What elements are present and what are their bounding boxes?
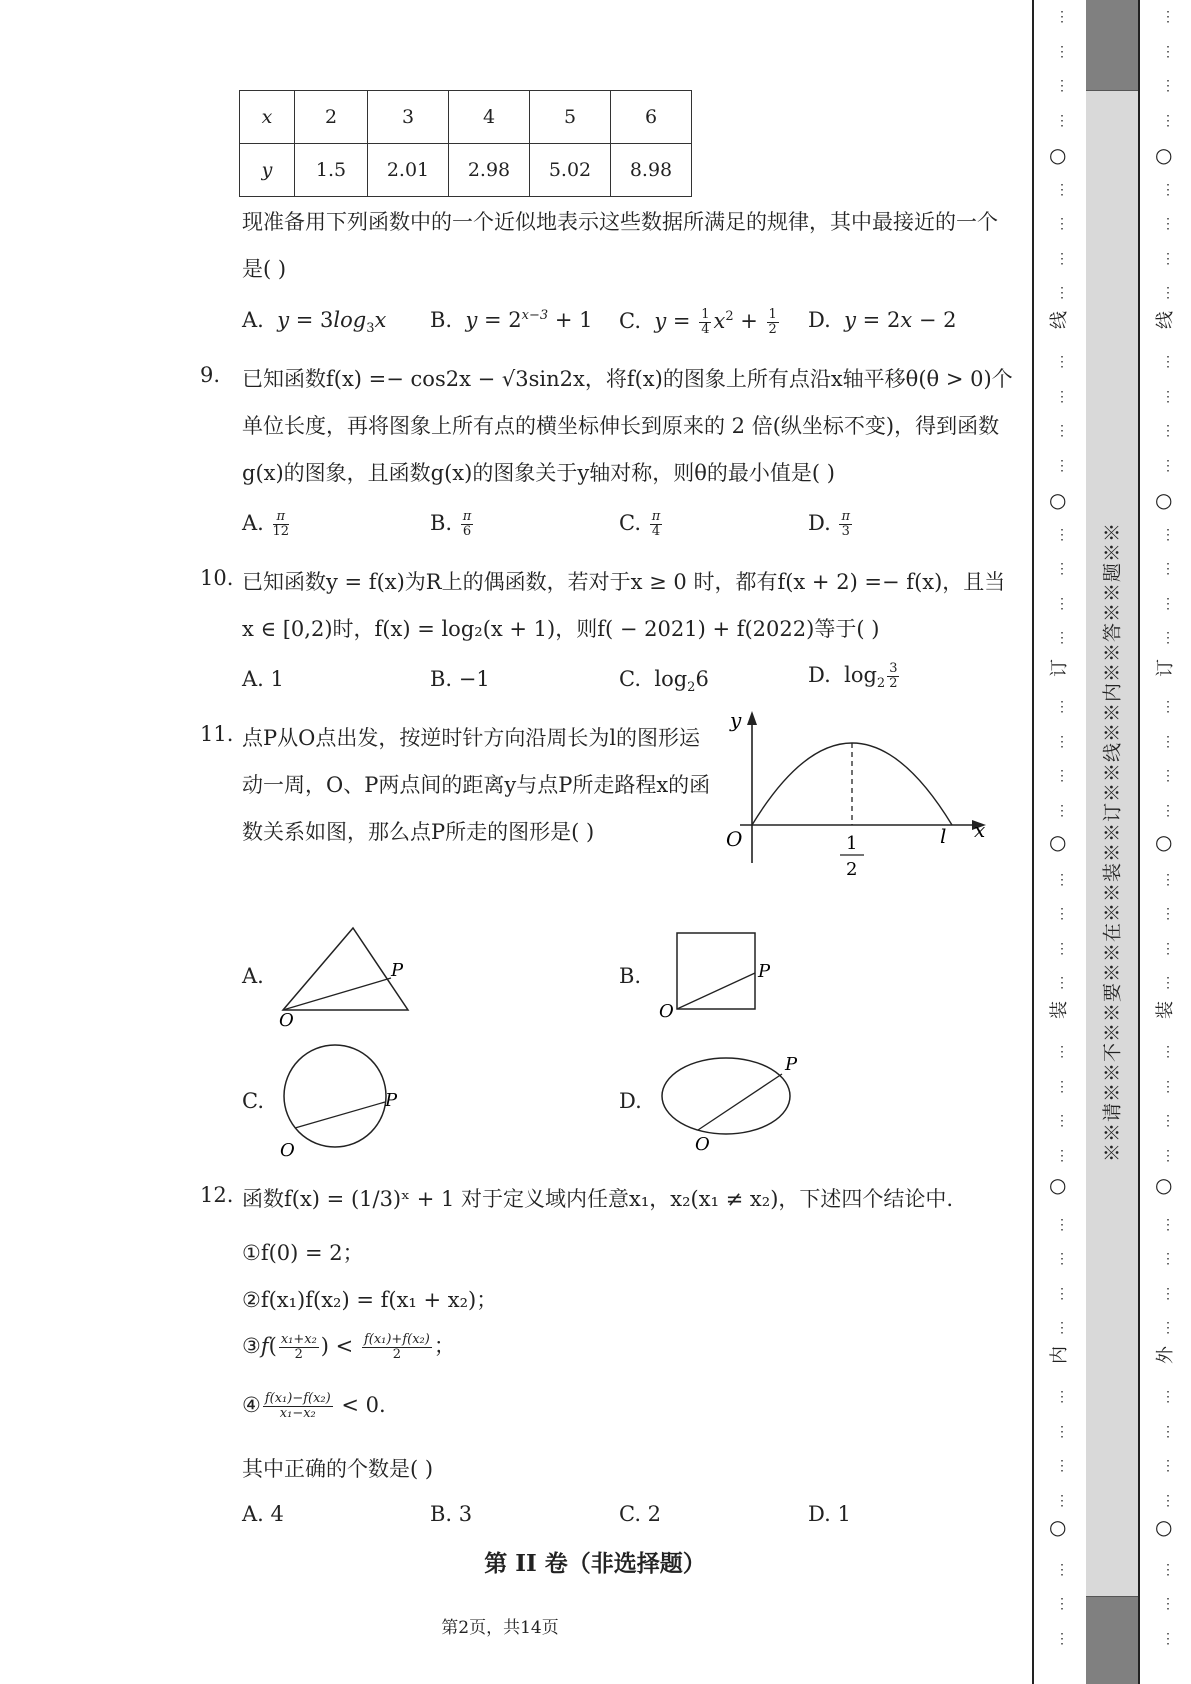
binding-dots-icon: ⋮: [1161, 1147, 1175, 1164]
binding-dots-icon: ⋮: [1055, 940, 1069, 957]
binding-dots-icon: ⋮: [1161, 975, 1175, 991]
table-cell: 6: [611, 91, 692, 144]
binding-dots-icon: ⋮: [1055, 1492, 1069, 1509]
page-footer: 第2页，共14页: [441, 1618, 559, 1638]
binding-dots-icon: ⋮: [1161, 561, 1175, 577]
q11-option-a-label[interactable]: A.: [242, 964, 264, 988]
binding-dots-icon: ⋮: [1161, 1596, 1175, 1612]
binding-dots-icon: ⋮: [1161, 699, 1175, 715]
option-letter: D.: [808, 663, 831, 687]
binding-dots-icon: ⋮: [1055, 1423, 1069, 1440]
binding-dots-icon: ⋮: [1055, 1389, 1069, 1405]
binding-dots-icon: ⋮: [1161, 181, 1175, 198]
binding-dots-icon: ⋮: [1161, 1423, 1175, 1440]
binding-dots-icon: ⋮: [1161, 457, 1175, 474]
binding-dots-icon: ⋮: [1161, 1630, 1175, 1647]
binding-dots-icon: ⋮: [1161, 1216, 1175, 1233]
table-cell: 5.02: [530, 144, 611, 197]
table-cell: 2: [295, 91, 368, 144]
binding-dots-icon: ⋮: [1161, 630, 1175, 646]
q10-line2: x ∈ [0,2)时，f(x) = log₂(x + 1)，则f( − 2021) + f(2022)等于( ): [242, 617, 880, 641]
binding-dots-icon: ⋮: [1161, 1044, 1175, 1060]
option-letter: C.: [619, 667, 641, 691]
table-row: [240, 91, 692, 144]
binding-dots-icon: ⋮: [1055, 112, 1069, 129]
q11-line3: 数关系如图，那么点P所走的图形是( ): [242, 820, 595, 844]
binding-dots-icon: ⋮: [1161, 388, 1175, 405]
q9-line3: g(x)的图象，且函数g(x)的图象关于y轴对称，则θ的最小值是( ): [242, 461, 835, 485]
data-table: [239, 90, 692, 197]
half-numerator: 1: [846, 833, 858, 854]
inner-label-zhuang: 装: [1049, 1001, 1070, 1019]
binding-dots-icon: ⋮: [1055, 423, 1069, 439]
q12-option-a[interactable]: A. 4: [242, 1502, 284, 1526]
outer-label-xian: 线: [1155, 311, 1176, 329]
binding-dots-icon: ⋮: [1161, 1078, 1175, 1095]
option-letter: B.: [430, 511, 453, 535]
binding-dots-icon: ⋮: [1055, 699, 1069, 715]
fig-p-label: P: [391, 960, 404, 981]
q10-option-b[interactable]: B. −1: [430, 667, 490, 691]
binding-circle-icon: ○: [1049, 830, 1067, 854]
distance-graph: [700, 705, 1000, 890]
fig-o-label: O: [695, 1134, 710, 1155]
binding-dots-icon: ⋮: [1055, 1458, 1069, 1474]
q9-option-d[interactable]: D. $\frac{\pi}{3}$: [808, 509, 850, 539]
inner-label-xian: 线: [1049, 311, 1070, 329]
table-cell: 2.98: [449, 144, 530, 197]
binding-dots-icon: ⋮: [1161, 802, 1175, 819]
q10-option-d[interactable]: D. $\log_2$ $\frac{3}{2}$: [808, 661, 898, 692]
option-letter: D.: [808, 308, 831, 332]
q9-number: 9.: [200, 363, 221, 387]
binding-dots-icon: ⋮: [1055, 595, 1069, 612]
fig-p-label: P: [785, 1054, 798, 1075]
inner-label-ding: 订: [1049, 659, 1070, 677]
half-denominator: 2: [846, 859, 858, 880]
binding-dots-icon: ⋮: [1161, 1458, 1175, 1474]
binding-dots-icon: ⋮: [1161, 9, 1175, 25]
outer-label-zhuang: 装: [1155, 1001, 1176, 1019]
q10-option-a[interactable]: A. 1: [242, 667, 284, 691]
binding-circle-icon: ○: [1155, 1173, 1173, 1197]
option-letter: C.: [619, 511, 641, 535]
binding-dots-icon: ⋮: [1161, 768, 1175, 784]
table-row: [240, 144, 692, 197]
q9-line1: 已知函数f(x) =− cos2x − √3sin2x，将f(x)的图象上所有点沿x轴平移θ(θ > 0)个: [242, 367, 1013, 391]
q12-conclusion-2: ②f(x₁)f(x₂) = f(x₁ + x₂)；: [242, 1288, 498, 1312]
option-letter: B.: [430, 308, 453, 332]
table-header: x: [240, 91, 295, 144]
q8-stem-line2: 是( ): [242, 257, 287, 281]
binding-dots-icon: ⋮: [1055, 975, 1069, 991]
binding-dots-icon: ⋮: [1055, 181, 1069, 198]
table-cell: 8.98: [611, 144, 692, 197]
binding-dots-icon: ⋮: [1161, 354, 1175, 370]
binding-dots-icon: ⋮: [1055, 561, 1069, 577]
binding-dots-icon: ⋮: [1055, 250, 1069, 267]
option-letter: A.: [242, 511, 264, 535]
binding-dots-icon: ⋮: [1161, 526, 1175, 543]
binding-dots-icon: ⋮: [1161, 216, 1175, 232]
binding-dots-icon: ⋮: [1055, 1596, 1069, 1612]
binding-dots-icon: ⋮: [1161, 423, 1175, 439]
table-cell: 4: [449, 91, 530, 144]
q8-option-d[interactable]: D. y = 2x − 2: [808, 308, 957, 332]
binding-dots-icon: ⋮: [1055, 1078, 1069, 1095]
binding-dots-icon: ⋮: [1055, 388, 1069, 405]
q11-line2: 动一周，O、P两点间的距离y与点P所走路程x的函: [242, 773, 711, 797]
q9-option-a[interactable]: A. $\frac{\pi}{12}$: [242, 509, 290, 539]
binding-circle-icon: ○: [1155, 830, 1173, 854]
q8-option-a[interactable]: A. $y = 3\log_3x$: [242, 308, 387, 337]
binding-notice: ※※请※※不※※要※※在※※装※※订※※线※※内※※答※※题※※: [1101, 521, 1124, 1163]
q12-line1: 函数f(x) = (1/3)ˣ + 1 对于定义域内任意x₁，x₂(x₁ ≠ x₂)，下述四个结论中.: [242, 1187, 954, 1211]
option-letter: D.: [808, 511, 831, 535]
option-letter: C.: [619, 309, 641, 333]
binding-circle-icon: ○: [1049, 1515, 1067, 1539]
gray-band-top-cap: [1086, 0, 1138, 90]
binding-circle-icon: ○: [1049, 488, 1067, 512]
binding-dots-icon: ⋮: [1055, 1285, 1069, 1302]
binding-circle-icon: ○: [1155, 143, 1173, 167]
binding-dots-icon: ⋮: [1161, 250, 1175, 267]
inner-label-nei: 内: [1049, 1346, 1070, 1364]
binding-dots-icon: ⋮: [1055, 216, 1069, 232]
q8-option-c[interactable]: C. y = $\frac{1}{4}$ $x^2$ + $\frac{1}{2}$: [619, 307, 777, 337]
table-cell: 1.5: [295, 144, 368, 197]
binding-dots-icon: ⋮: [1055, 285, 1069, 301]
q10-number: 10.: [200, 566, 234, 590]
fig-o-label: O: [659, 1001, 674, 1020]
outer-label-wai: 外: [1155, 1346, 1176, 1364]
q11-option-b-label[interactable]: B.: [619, 964, 642, 988]
binding-dots-icon: ⋮: [1161, 940, 1175, 957]
binding-dots-icon: ⋮: [1161, 733, 1175, 750]
binding-dots-icon: ⋮: [1161, 906, 1175, 922]
binding-circle-icon: ○: [1049, 143, 1067, 167]
q10-option-c[interactable]: C. $\log_26$: [619, 667, 709, 696]
fig-o-label: O: [279, 1010, 294, 1028]
q11-line1: 点P从O点出发，按逆时针方向沿周长为l的图形运: [242, 726, 701, 750]
binding-circle-icon: ○: [1049, 1173, 1067, 1197]
outer-label-ding: 订: [1155, 659, 1176, 677]
binding-dots-icon: ⋮: [1161, 1561, 1175, 1578]
binding-dots-icon: ⋮: [1055, 1113, 1069, 1129]
binding-dots-icon: ⋮: [1055, 1630, 1069, 1647]
q12-number: 12.: [200, 1183, 234, 1207]
binding-dots-icon: ⋮: [1055, 630, 1069, 646]
binding-dots-icon: ⋮: [1055, 1044, 1069, 1060]
q12-conclusion-3: ③f( $\frac{\text{x₁+x₂}}{2}$ ) < $\frac{\text{f(x₁)+f(x₂)}}{2}$ ；: [242, 1332, 455, 1362]
binding-dots-icon: ⋮: [1055, 457, 1069, 474]
binding-dots-icon: ⋮: [1161, 112, 1175, 129]
option-letter: A.: [242, 308, 264, 332]
fig-o-label: O: [280, 1140, 295, 1160]
q8-stem-line1: 现准备用下列函数中的一个近似地表示这些数据所满足的规律，其中最接近的一个: [242, 210, 998, 234]
binding-dots-icon: ⋮: [1161, 1113, 1175, 1129]
binding-dots-icon: ⋮: [1161, 871, 1175, 888]
q12-option-c[interactable]: C. 2: [619, 1502, 662, 1526]
q12-conclusion-4: ④ $\frac{\text{f(x₁)−f(x₂)}}{\text{x₁−x₂}}$ < 0.: [242, 1391, 386, 1421]
binding-dots-icon: ⋮: [1055, 1216, 1069, 1233]
q12-question: 其中正确的个数是( ): [242, 1457, 434, 1481]
binding-dots-icon: ⋮: [1055, 78, 1069, 94]
q12-option-b[interactable]: B. 3: [430, 1502, 473, 1526]
l-label: l: [940, 824, 947, 848]
fig-p-label: P: [758, 961, 771, 982]
origin-label: O: [726, 827, 743, 851]
circle-figure[interactable]: [275, 1040, 415, 1160]
conclusion-4-tail: < 0.: [341, 1393, 386, 1417]
q12-conclusion-1: ①f(0) = 2；: [242, 1241, 364, 1265]
section-title: 第 II 卷（非选择题）: [484, 1550, 706, 1577]
binding-dots-icon: ⋮: [1161, 1285, 1175, 1302]
binding-dots-icon: ⋮: [1161, 1251, 1175, 1267]
binding-dots-icon: ⋮: [1161, 1492, 1175, 1509]
binding-dots-icon: ⋮: [1055, 906, 1069, 922]
q9-line2: 单位长度，再将图象上所有点的横坐标伸长到原来的 2 倍(纵坐标不变)，得到函数: [242, 414, 1000, 438]
q10-line1: 已知函数y = f(x)为R上的偶函数，若对于x ≥ 0 时，都有f(x + 2) =− f(x)，且当: [242, 570, 1006, 594]
binding-dots-icon: ⋮: [1055, 1147, 1069, 1164]
square-figure[interactable]: [655, 925, 785, 1020]
binding-dots-icon: ⋮: [1055, 1320, 1069, 1336]
binding-dots-icon: ⋮: [1055, 733, 1069, 750]
table-header: y: [240, 144, 295, 197]
q9-option-b[interactable]: B. $\frac{\pi}{6}$: [430, 509, 472, 539]
q12-option-d[interactable]: D. 1: [808, 1502, 851, 1526]
binding-dots-icon: ⋮: [1055, 9, 1069, 25]
y-axis-label: y: [730, 708, 742, 732]
binding-dots-icon: ⋮: [1161, 285, 1175, 301]
q11-option-c-label[interactable]: C.: [242, 1089, 264, 1113]
table-cell: 3: [368, 91, 449, 144]
fig-p-label: P: [385, 1090, 398, 1111]
q8-option-b[interactable]: B. $y = 2^{x-3} + 1$: [430, 308, 593, 332]
binding-dots-icon: ⋮: [1055, 526, 1069, 543]
binding-dots-icon: ⋮: [1055, 43, 1069, 60]
triangle-figure[interactable]: [275, 918, 425, 1028]
binding-dots-icon: ⋮: [1055, 1251, 1069, 1267]
binding-circle-icon: ○: [1155, 1515, 1173, 1539]
binding-dots-icon: ⋮: [1055, 802, 1069, 819]
binding-dots-icon: ⋮: [1161, 78, 1175, 94]
q9-option-c[interactable]: C. $\frac{\pi}{4}$: [619, 509, 661, 539]
binding-dots-icon: ⋮: [1161, 595, 1175, 612]
ellipse-figure[interactable]: [655, 1050, 815, 1160]
binding-dots-icon: ⋮: [1055, 871, 1069, 888]
binding-dots-icon: ⋮: [1055, 1561, 1069, 1578]
q11-number: 11.: [200, 722, 234, 746]
q11-option-d-label[interactable]: D.: [619, 1089, 642, 1113]
binding-circle-icon: ○: [1155, 488, 1173, 512]
binding-dots-icon: ⋮: [1161, 1389, 1175, 1405]
binding-dots-icon: ⋮: [1055, 768, 1069, 784]
gray-band-bottom-cap: [1086, 1596, 1138, 1684]
binding-dots-icon: ⋮: [1161, 43, 1175, 60]
table-cell: 2.01: [368, 144, 449, 197]
binding-dots-icon: ⋮: [1161, 1320, 1175, 1336]
x-axis-label: x: [974, 818, 986, 842]
binding-dots-icon: ⋮: [1055, 354, 1069, 370]
table-cell: 5: [530, 91, 611, 144]
